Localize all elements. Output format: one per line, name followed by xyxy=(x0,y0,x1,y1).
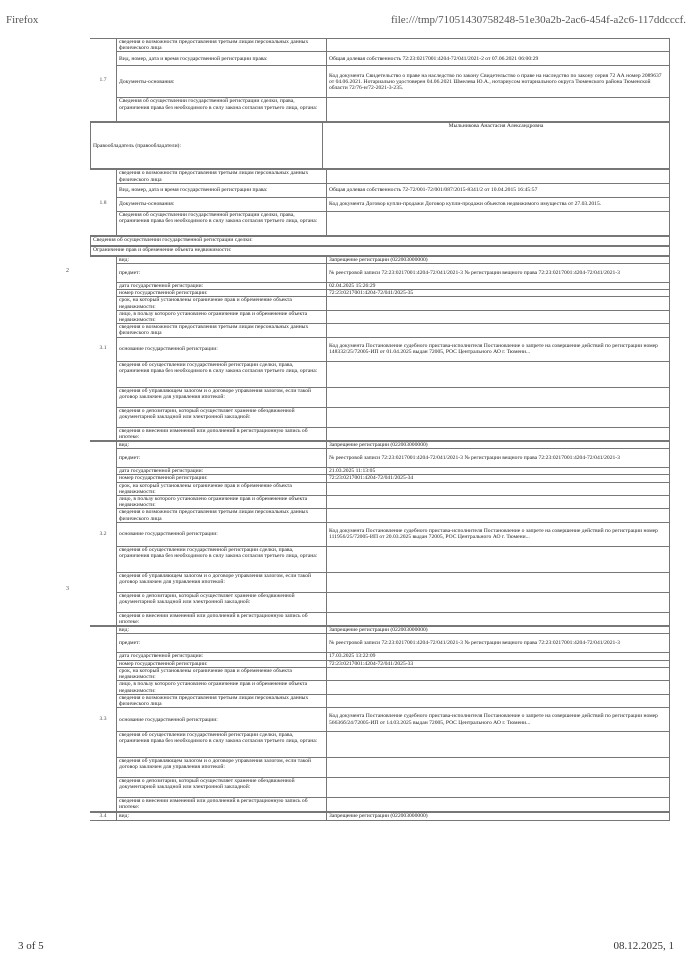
field-label: сведения о возможности предоставления третьим лицам персональных данных физического лица xyxy=(117,694,327,707)
field-label: основание государственной регистрации: xyxy=(117,708,327,732)
row-number: 3.3 xyxy=(90,627,117,811)
field-value xyxy=(327,592,670,612)
field-label: лицо, в пользу которого установлено ограничение прав и обременение объекта недвижимости: xyxy=(117,681,327,694)
field-value: 21.03.2025 11:13:05 xyxy=(327,468,670,475)
field-label: основание государственной регистрации: xyxy=(117,522,327,546)
field-label: срок, на который установлены ограничение прав и обременение объекта недвижимости: xyxy=(117,297,327,310)
section-label: Сведения об осуществлении государственной регистрации сделки: xyxy=(91,236,670,245)
field-label: сведения о депозитарии, который осуществляет хранение обездвиженной документарной закладной или электронной закладной: xyxy=(117,592,327,612)
field-label: дата государственной регистрации: xyxy=(117,468,327,475)
field-label: дата государственной регистрации: xyxy=(117,653,327,660)
field-label: сведения о депозитарии, который осуществляет хранение обездвиженной документарной закладной или электронной закладной: xyxy=(117,407,327,427)
field-value: Код документа Договор купли-продажи Договор купли-продажи объектов недвижимого имущества от 27.03.2015. xyxy=(327,197,670,211)
section-3-number: 3 xyxy=(66,586,69,592)
field-value xyxy=(327,496,670,509)
field-label: Вид, номер, дата и время государственной регистрации права: xyxy=(117,183,327,197)
extract-page xyxy=(90,38,670,821)
section-label: Ограничение прав и обременение объекта недвижимости: xyxy=(91,246,670,255)
field-label: сведения о внесении изменений или дополнений в регистрационную запись об ипотеке: xyxy=(117,798,327,811)
right-block-1-8 xyxy=(90,169,670,235)
field-label: срок, на который установлены ограничение прав и обременение объекта недвижимости: xyxy=(117,482,327,495)
field-label: вид: xyxy=(117,812,327,820)
field-value: № реестровой записи 72:23:0217001:4204-72/041/2021-3 № регистрации вещного права 72:23:0217001:4204-72/041/2021-3 xyxy=(327,264,670,283)
field-value xyxy=(327,482,670,495)
field-value xyxy=(327,778,670,798)
field-value: Код документа Свидетельство о праве на наследство по закону Свидетельство о праве на наследство по закону серия 72 АА номер 2089637 от 04.06.2021. Нотариально удостоверен 04.06.2021 Шмелева Ю.А., нотариусом нотариального округа Тюменского района Тюменской области 72/76-н/72-2021-3-235. xyxy=(327,66,670,98)
field-label: сведения о возможности предоставления третьим лицам персональных данных физического лица xyxy=(117,39,327,52)
field-value: 17.03.2025 13:22:09 xyxy=(327,653,670,660)
field-value xyxy=(327,98,670,122)
field-value xyxy=(327,39,670,52)
field-value xyxy=(327,694,670,707)
field-value xyxy=(327,361,670,387)
field-label: номер государственной регистрации: xyxy=(117,660,327,667)
field-value: 72:23:0217001:4204-72/041/2025-33 xyxy=(327,660,670,667)
field-value: № реестровой записи 72:23:0217001:4204-72/041/2021-3 № регистрации вещного права 72:23:0217001:4204-72/041/2021-3 xyxy=(327,449,670,468)
row-number: 1.7 xyxy=(90,39,117,122)
field-value xyxy=(327,732,670,758)
holder-label: Правообладатель (правообладатели): xyxy=(91,123,323,169)
section-2 xyxy=(90,236,670,246)
field-label: сведения о возможности предоставления третьим лицам персональных данных физического лица xyxy=(117,324,327,337)
right-block-1-7 xyxy=(90,38,670,122)
field-value xyxy=(327,798,670,811)
field-value: Запрещение регистрации (022003000000) xyxy=(327,812,670,820)
row-number: 3.2 xyxy=(90,442,117,626)
field-label: сведения об осуществлении государственной регистрации сделки, права, ограничения права без необходимого в силу закона согласия третьего лица, органа: xyxy=(117,546,327,572)
field-label: сведения об управляющем залогом и о договоре управления залогом, если такой договор заключен для управления ипотекой: xyxy=(117,387,327,407)
field-value: Общая долевая собственность 72:23:0217001:4204-72/041/2021-2 от 07.06.2021 06:00:29 xyxy=(327,52,670,66)
field-value xyxy=(327,427,670,440)
field-label: лицо, в пользу которого установлено ограничение прав и обременение объекта недвижимости: xyxy=(117,310,327,323)
field-value xyxy=(327,546,670,572)
encumbrance-3-3 xyxy=(90,626,670,811)
field-value: 72:23:0217001:4204-72/041/2025-34 xyxy=(327,475,670,482)
print-date: 08.12.2025, 1 xyxy=(613,940,674,952)
row-number: 1.8 xyxy=(90,170,117,235)
field-value xyxy=(327,324,670,337)
field-label: номер государственной регистрации: xyxy=(117,290,327,297)
field-label: вид: xyxy=(117,627,327,634)
field-label: сведения об осуществлении государственной регистрации сделки, права, ограничения права без необходимого в силу закона согласия третьего лица, органа: xyxy=(117,361,327,387)
holder-name: Мыльникова Анастасия Александровна xyxy=(323,123,670,169)
page-counter: 3 of 5 xyxy=(18,940,44,952)
row-number: 3.4 xyxy=(90,812,117,820)
field-value: № реестровой записи 72:23:0217001:4204-72/041/2021-3 № регистрации вещного права 72:23:0217001:4204-72/041/2021-3 xyxy=(327,634,670,653)
field-value xyxy=(327,681,670,694)
field-label: сведения об управляющем залогом и о договоре управления залогом, если такой договор заключен для управления ипотекой: xyxy=(117,572,327,592)
field-value xyxy=(327,310,670,323)
field-value: 02.04.2025 15:26:29 xyxy=(327,283,670,290)
field-value: 72:23:0217001:4204-72/041/2025-35 xyxy=(327,290,670,297)
field-value: Код документа Постановление судебного пристава-исполнителя Постановление о запрете на совершение действий по регистрации номер 56636б/24/72005-ИП от 14.03.2025 выдан 72005, РОС Центрального АО г. Тюмени... xyxy=(327,708,670,732)
field-label: предмет: xyxy=(117,449,327,468)
field-value: Общая долевая собственность 72-72/001-72/001/087/2015-8341/2 от 10.04.2015 16:45:57 xyxy=(327,183,670,197)
field-value xyxy=(327,572,670,592)
field-label: предмет: xyxy=(117,634,327,653)
field-value: Код документа Постановление судебного пристава-исполнителя Постановление о запрете на совершение действий по регистрации номер 148332/25/72005-ИП от 01.04.2025 выдан 72005, РОС Центрального АО г. Тюмени... xyxy=(327,337,670,361)
encumbrance-3-1 xyxy=(90,256,670,441)
field-value xyxy=(327,211,670,235)
field-label: сведения о возможности предоставления третьим лицам персональных данных физического лица xyxy=(117,509,327,522)
section-3 xyxy=(90,246,670,256)
encumbrance-3-4 xyxy=(90,812,670,821)
field-label: Документы-основания: xyxy=(117,197,327,211)
row-number: 3.1 xyxy=(90,256,117,440)
field-label: вид: xyxy=(117,442,327,449)
field-value xyxy=(327,667,670,680)
browser-url: file:///tmp/71051430758248-51e30a2b-2ac6-454f-a2c6-117ddcccf. xyxy=(391,14,686,26)
field-value: Код документа Постановление судебного пристава-исполнителя Постановление о запрете на совершение действий по регистрации номер 111956/25/72005-ИП от 20.03.2025 выдан 72005, РОС Центрального АО г. Тюмени... xyxy=(327,522,670,546)
field-label: Сведения об осуществлении государственной регистрации сделки, права, ограничения права без необходимого в силу закона согласия третьего лица, органа: xyxy=(117,211,327,235)
field-value xyxy=(327,387,670,407)
field-value xyxy=(327,509,670,522)
field-value xyxy=(327,407,670,427)
field-label: вид: xyxy=(117,256,327,263)
field-label: Документы-основания: xyxy=(117,66,327,98)
field-value xyxy=(327,758,670,778)
encumbrance-3-2 xyxy=(90,441,670,626)
field-value: Запрещение регистрации (022003000000) xyxy=(327,442,670,449)
holder-block xyxy=(90,122,670,169)
field-value xyxy=(327,297,670,310)
section-2-number: 2 xyxy=(66,268,69,274)
field-value: Запрещение регистрации (022003000000) xyxy=(327,256,670,263)
field-label: лицо, в пользу которого установлено ограничение прав и обременение объекта недвижимости: xyxy=(117,496,327,509)
field-label: сведения о депозитарии, который осуществляет хранение обездвиженной документарной закладной или электронной закладной: xyxy=(117,778,327,798)
field-label: сведения об управляющем залогом и о договоре управления залогом, если такой договор заключен для управления ипотекой: xyxy=(117,758,327,778)
field-value: Запрещение регистрации (022003000000) xyxy=(327,627,670,634)
field-label: сведения о внесении изменений или дополнений в регистрационную запись об ипотеке: xyxy=(117,427,327,440)
field-label: срок, на который установлены ограничение прав и обременение объекта недвижимости: xyxy=(117,667,327,680)
field-label: сведения о внесении изменений или дополнений в регистрационную запись об ипотеке: xyxy=(117,612,327,625)
field-label: сведения об осуществлении государственной регистрации сделки, права, ограничения права без необходимого в силу закона согласия третьего лица, органа: xyxy=(117,732,327,758)
field-label: дата государственной регистрации: xyxy=(117,283,327,290)
field-label: Сведения об осуществлении государственной регистрации сделки, права, ограничения права без необходимого в силу закона согласия третьего лица, органа: xyxy=(117,98,327,122)
field-label: номер государственной регистрации: xyxy=(117,475,327,482)
field-value xyxy=(327,612,670,625)
field-label: сведения о возможности предоставления третьим лицам персональных данных физического лица xyxy=(117,170,327,183)
field-label: предмет: xyxy=(117,264,327,283)
field-label: Вид, номер, дата и время государственной регистрации права: xyxy=(117,52,327,66)
browser-name: Firefox xyxy=(6,14,39,26)
field-value xyxy=(327,170,670,183)
field-label: основание государственной регистрации: xyxy=(117,337,327,361)
